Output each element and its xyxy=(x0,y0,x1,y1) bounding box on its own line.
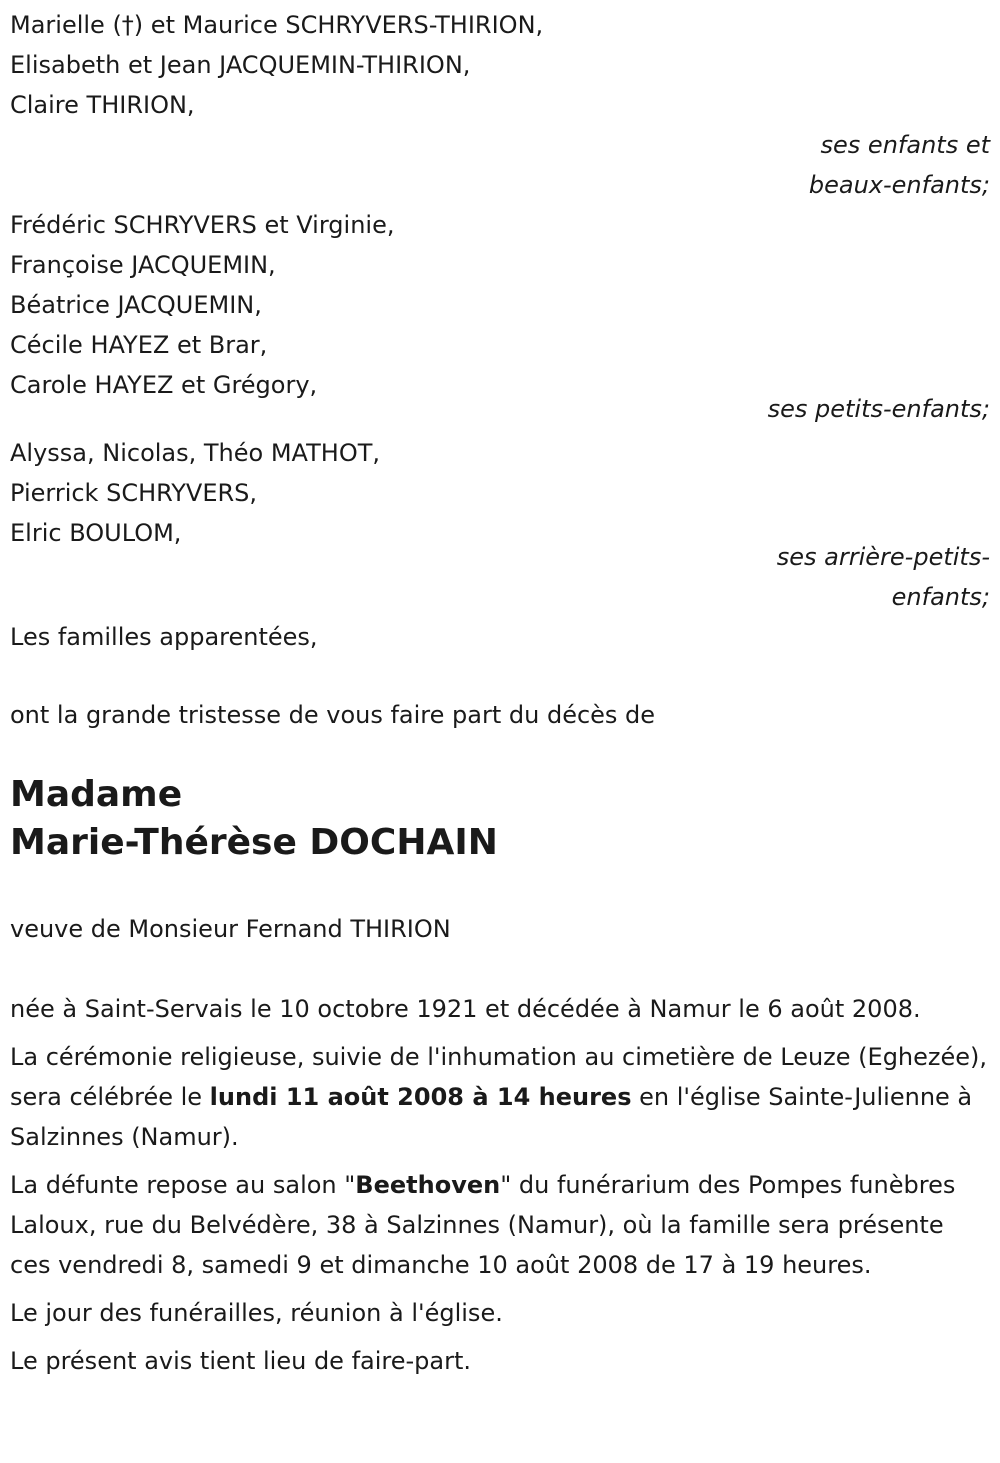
repose-salon-name: Beethoven xyxy=(355,1171,501,1199)
children-list xyxy=(10,5,990,125)
ceremony-text-after: en l'église Sainte-Julienne à Salzinnes (Namur). xyxy=(10,1083,973,1151)
great-grandchild-line: Alyssa, Nicolas, Théo MATHOT, xyxy=(10,439,380,467)
spacer xyxy=(10,949,990,989)
ceremony-datetime: lundi 11 août 2008 à 14 heures xyxy=(209,1083,632,1111)
repose-text-before: La défunte repose au salon " xyxy=(10,1171,356,1199)
spacer xyxy=(10,735,990,771)
deceased-title: Madame xyxy=(10,774,183,815)
grandchildren-list xyxy=(10,205,990,405)
grandchild-line: Carole HAYEZ et Grégory, xyxy=(10,371,318,399)
spacer xyxy=(10,867,990,909)
grandchild-line: Frédéric SCHRYVERS et Virginie, xyxy=(10,211,395,239)
deceased-name xyxy=(10,771,990,867)
ceremony-paragraph xyxy=(10,1037,990,1157)
grandchild-line: Béatrice JACQUEMIN, xyxy=(10,291,262,319)
deceased-fullname: Marie-Thérèse DOCHAIN xyxy=(10,822,498,863)
grandchild-line: Cécile HAYEZ et Brar, xyxy=(10,331,268,359)
role-line: enfants; xyxy=(891,583,990,611)
role-line: ses arrière-petits- xyxy=(776,543,990,571)
children-role xyxy=(10,125,990,205)
families-text: Les familles apparentées, xyxy=(10,623,318,651)
announcement-line xyxy=(10,695,990,735)
grandchild-line: Françoise JACQUEMIN, xyxy=(10,251,276,279)
notice-paragraph: Le présent avis tient lieu de faire-part. xyxy=(10,1347,472,1375)
families-line xyxy=(10,617,990,657)
announcement-text: ont la grande tristesse de vous faire part du décès de xyxy=(10,701,656,729)
spacer xyxy=(10,657,990,697)
child-line: Claire THIRION, xyxy=(10,91,195,119)
widow-text: veuve de Monsieur Fernand THIRION xyxy=(10,915,451,943)
role-line: beaux-enfants; xyxy=(808,171,990,199)
great-grandchildren-list xyxy=(10,433,990,553)
great-grandchild-line: Pierrick SCHRYVERS, xyxy=(10,479,258,507)
great-grandchild-line: Elric BOULOM, xyxy=(10,519,182,547)
widow-line xyxy=(10,909,990,949)
role-line: ses petits-enfants; xyxy=(767,395,990,423)
ceremony-text-before: La cérémonie religieuse, suivie de l'inhumation au cimetière de Leuze (Eghezée), sera célébrée le xyxy=(10,1043,988,1111)
child-line: Elisabeth et Jean JACQUEMIN-THIRION, xyxy=(10,51,471,79)
repose-paragraph xyxy=(10,1165,990,1285)
repose-text-after: " du funérarium des Pompes funèbres Laloux, rue du Belvédère, 38 à Salzinnes (Namur), où la famille sera présente ces vendredi 8, samedi 9 et dimanche 10 août 2008 de 17 à 19 heures. xyxy=(10,1171,956,1279)
child-line: Marielle (†) et Maurice SCHRYVERS-THIRION, xyxy=(10,11,544,39)
funeral-day-paragraph: Le jour des funérailles, réunion à l'église. xyxy=(10,1299,503,1327)
role-line: ses enfants et xyxy=(820,131,990,159)
birth-death-paragraph: née à Saint-Servais le 10 octobre 1921 et décédée à Namur le 6 août 2008. xyxy=(10,995,921,1023)
